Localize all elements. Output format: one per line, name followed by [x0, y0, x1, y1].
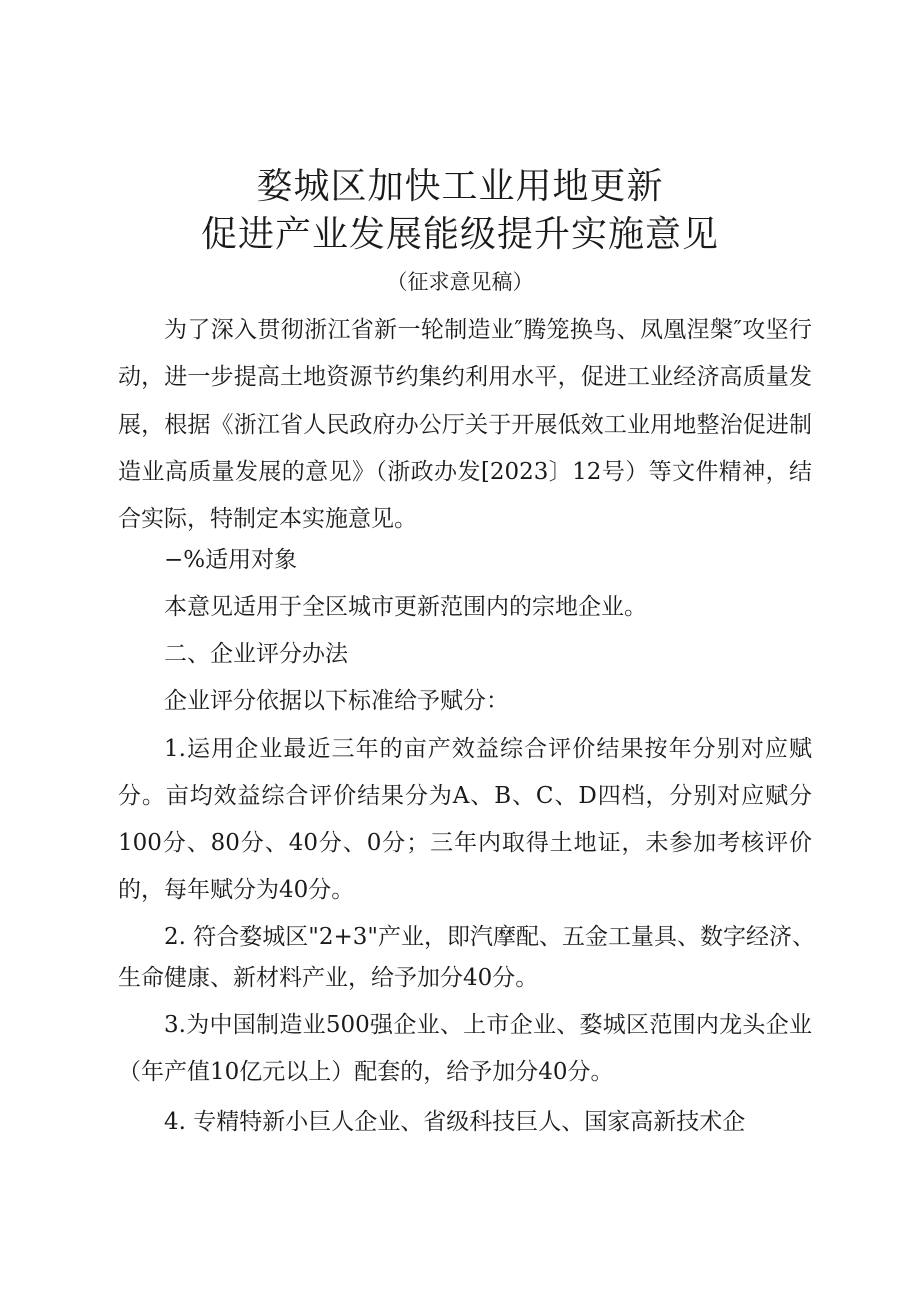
intro-line-2: 动，进一步提高土地资源节约集约利用水平，促进工业经济高质量发: [118, 364, 812, 390]
intro-line-1: 为了深入贯彻浙江省新一轮制造业″腾笼换鸟、凤凰涅槃″攻坚行: [164, 317, 812, 343]
item-3-line-2: （年产值10亿元以上）配套的，给予加分40分。: [118, 1059, 614, 1085]
section-1-body: 本意见适用于全区城市更新范围内的宗地企业。: [164, 594, 647, 620]
intro-line-5: 合实际，特制定本实施意见。: [118, 506, 417, 532]
item-2-line-2: 生命健康、新材料产业，给予加分40分。: [118, 965, 539, 991]
item-1-line-2: 分。亩均效益综合评价结果分为A、B、C、D四档，分别对应赋分: [118, 783, 812, 809]
section-2-lead: 企业评分依据以下标准给予赋分：: [164, 688, 509, 714]
item-1-line-3: 100分、80分、40分、0分；三年内取得土地证，未参加考核评价: [118, 830, 812, 856]
section-2-heading: 二、企业评分办法: [164, 641, 348, 667]
document-title-line-2: 促进产业发展能级提升实施意见: [200, 214, 719, 255]
item-3-line-1: 3.为中国制造业500强企业、上市企业、婺城区范围内龙头企业: [164, 1012, 812, 1038]
item-1-line-4: 的，每年赋分为40分。: [118, 877, 355, 903]
document-title-line-1: 婺城区加快工业用地更新: [256, 166, 664, 207]
item-1-line-1: 1.运用企业最近三年的亩产效益综合评价结果按年分别对应赋: [164, 736, 812, 762]
intro-line-4: 造业高质量发展的意见》（浙政办发[2023〕12号）等文件精神，结: [118, 459, 812, 485]
section-1-heading: −%适用对象: [164, 547, 298, 573]
intro-line-3: 展，根据《浙江省人民政府办公厅关于开展低效工业用地整治促进制: [118, 412, 812, 438]
item-2-line-1: 2. 符合婺城区"2+3"产业，即汽摩配、五金工量具、数字经济、: [164, 924, 815, 950]
document-subtitle: （征求意见稿）: [386, 270, 534, 294]
item-4-line-1: 4. 专精特新小巨人企业、省级科技巨人、国家高新技术企: [164, 1109, 746, 1135]
